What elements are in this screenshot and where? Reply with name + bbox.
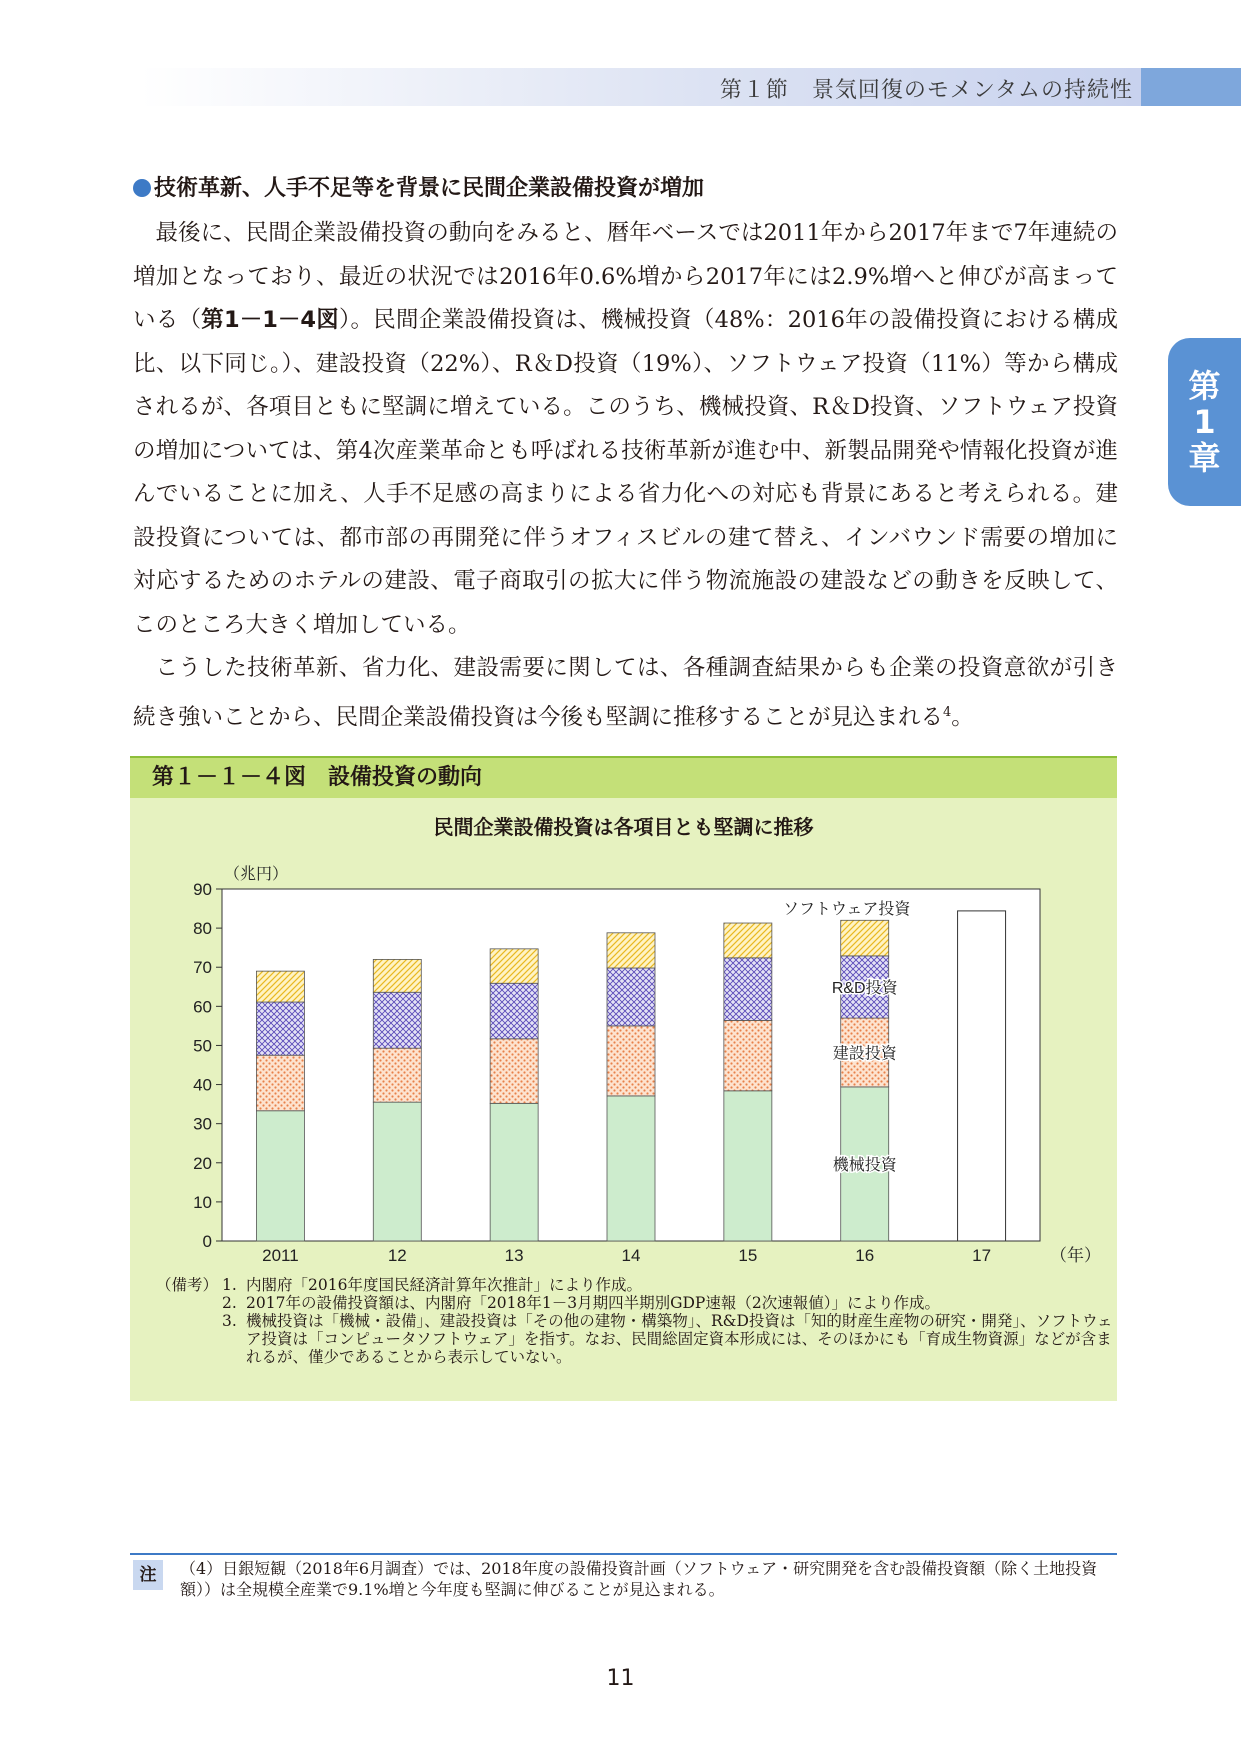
note-number: 3. xyxy=(222,1312,237,1330)
x-tick-label: 2011 xyxy=(262,1246,299,1265)
figure-reference: 第1－1－4図 xyxy=(201,307,340,333)
bar-segment xyxy=(724,923,772,958)
chapter-tab-line2: 1 xyxy=(1193,403,1216,441)
y-tick-label: 0 xyxy=(202,1232,212,1251)
y-axis-label: （兆円） xyxy=(224,866,289,883)
y-tick-label: 50 xyxy=(193,1036,212,1056)
bar-segment xyxy=(607,1096,655,1241)
chapter-tab-line1: 第 xyxy=(1188,367,1221,405)
y-tick-label: 10 xyxy=(193,1192,212,1212)
paragraph-text: 最後に、民間企業設備投資の動向をみると、暦年ベースでは2011年から2017年まで7年連続の増加となっており、最近の状況では2016年0.6%増から2017年には2.9%増へと伸びが高まっている（ xyxy=(133,220,1118,333)
y-tick-label: 20 xyxy=(193,1153,212,1173)
x-tick-label: 15 xyxy=(738,1246,758,1265)
x-tick-label: 12 xyxy=(387,1246,407,1265)
bar-chart xyxy=(130,756,1117,1276)
bar-segment xyxy=(607,933,655,968)
running-header: 第１節 景気回復のモメンタムの持続性 xyxy=(719,78,1133,103)
section-heading xyxy=(133,171,704,202)
note-text: 機械投資は「機械・設備」、建設投資は「その他の建物・構築物」、R&D投資は「知的財産生産物の研究・開発」、ソフトウェア投資は「コンピュータソフトウェア」を指す。なお、民間総固定資本形成には、そのほかにも「育成生物資源」などが含まれるが、僅少であることから表示していない。 xyxy=(246,1312,1113,1366)
bar-segment xyxy=(373,1048,421,1102)
y-tick-label: 40 xyxy=(193,1075,212,1095)
bar-segment xyxy=(724,958,772,1021)
note-number: 1. xyxy=(222,1276,237,1294)
note-row xyxy=(156,1312,1126,1366)
bullet-icon xyxy=(133,179,151,197)
bar-segment xyxy=(607,968,655,1026)
bar-segment xyxy=(256,971,304,1002)
paragraph xyxy=(133,647,1118,740)
bar-segment xyxy=(490,1039,538,1104)
bar-total xyxy=(958,911,1006,1241)
paragraph-text: こうした技術革新、省力化、建設需要に関しては、各種調査結果からも企業の投資意欲が引き続き強いことから、民間企業設備投資は今後も堅調に推移することが見込まれる xyxy=(133,655,1118,730)
bar-segment xyxy=(373,992,421,1048)
footnote-text: （4）日銀短観（2018年6月調査）では、2018年度の設備投資計画（ソフトウェア・研究開発を含む設備投資額（除く土地投資額））は全規模全産業で9.1%増と今年度も堅調に伸びることが見込まれる。 xyxy=(180,1559,1098,1599)
chapter-tab-line3: 章 xyxy=(1188,439,1221,477)
note-text: 2017年の設備投資額は、内閣府「2018年1－3月期四半期別GDP速報（2次速報値）」により作成。 xyxy=(246,1294,940,1312)
paragraph-text: 。 xyxy=(951,704,974,730)
bar-segment xyxy=(373,959,421,992)
note-row xyxy=(156,1276,1126,1294)
y-tick-label: 90 xyxy=(193,880,212,899)
bar-segment xyxy=(841,920,889,956)
bar-segment xyxy=(256,1111,304,1241)
chapter-tab xyxy=(1168,338,1241,506)
figure-title: 第１－１－４図 設備投資の動向 xyxy=(130,756,1117,798)
note-number: 2. xyxy=(222,1294,237,1312)
x-tick-label: 16 xyxy=(855,1246,875,1265)
bar-segment xyxy=(724,1020,772,1090)
y-tick-label: 80 xyxy=(193,919,212,939)
body-text xyxy=(133,212,1118,740)
series-label: R&D投資 xyxy=(831,979,898,997)
bar-segment xyxy=(724,1091,772,1241)
header-accent-block xyxy=(1141,68,1241,106)
series-label: 機械投資 xyxy=(832,1156,897,1174)
y-tick-label: 30 xyxy=(193,1114,212,1134)
notes-label: （備考） xyxy=(156,1276,219,1294)
figure-subtitle: 民間企業設備投資は各項目とも堅調に推移 xyxy=(433,815,814,839)
paragraph xyxy=(133,212,1118,647)
x-tick-label: 14 xyxy=(621,1246,641,1265)
series-label: ソフトウェア投資 xyxy=(783,901,911,919)
bar-segment xyxy=(490,983,538,1039)
footnote-divider xyxy=(130,1553,1117,1555)
bar-segment xyxy=(490,1103,538,1241)
bar-segment xyxy=(256,1002,304,1055)
y-tick-label: 60 xyxy=(193,997,212,1017)
paragraph-text: ）。民間企業設備投資は、機械投資（48%：2016年の設備投資における構成比、以下同じ。）、建設投資（22%）、R＆D投資（19%）、ソフトウェア投資（11%）等から構成されるが、各項目ともに堅調に増えている。このうち、機械投資、R＆D投資、ソフトウェア投資の増加については、第4次産業革命とも呼ばれる技術革新が進む中、新製品開発や情報化投資が進んでいることに加え、人手不足感の高まりによる省力化への対応も背景にあると考えられる。建設投資については、都市部の再開発に伴うオフィスビルの建て替え、インバウンド需要の増加に対応するためのホテルの建設、電子商取引の拡大に伴う物流施設の建設などの動きを反映して、このところ大きく増加している。 xyxy=(133,307,1118,638)
section-heading-text: 技術革新、人手不足等を背景に民間企業設備投資が増加 xyxy=(154,176,705,201)
x-tick-label: 17 xyxy=(972,1246,992,1265)
bar-segment xyxy=(256,1055,304,1111)
note-text: 内閣府「2016年度国民経済計算年次推計」により作成。 xyxy=(246,1276,642,1294)
x-tick-label: 13 xyxy=(504,1246,524,1265)
footnote-mark: 4 xyxy=(943,704,952,720)
bar-segment xyxy=(607,1026,655,1096)
bar-segment xyxy=(373,1102,421,1241)
bar-segment xyxy=(490,949,538,983)
series-label: 建設投資 xyxy=(832,1045,897,1063)
x-axis-label: （年） xyxy=(1050,1246,1101,1265)
figure-notes xyxy=(156,1276,1126,1366)
page-number: 11 xyxy=(606,1666,635,1691)
note-row xyxy=(156,1294,1126,1312)
y-tick-label: 70 xyxy=(193,958,212,978)
footnote-badge: 注 xyxy=(133,1560,163,1590)
